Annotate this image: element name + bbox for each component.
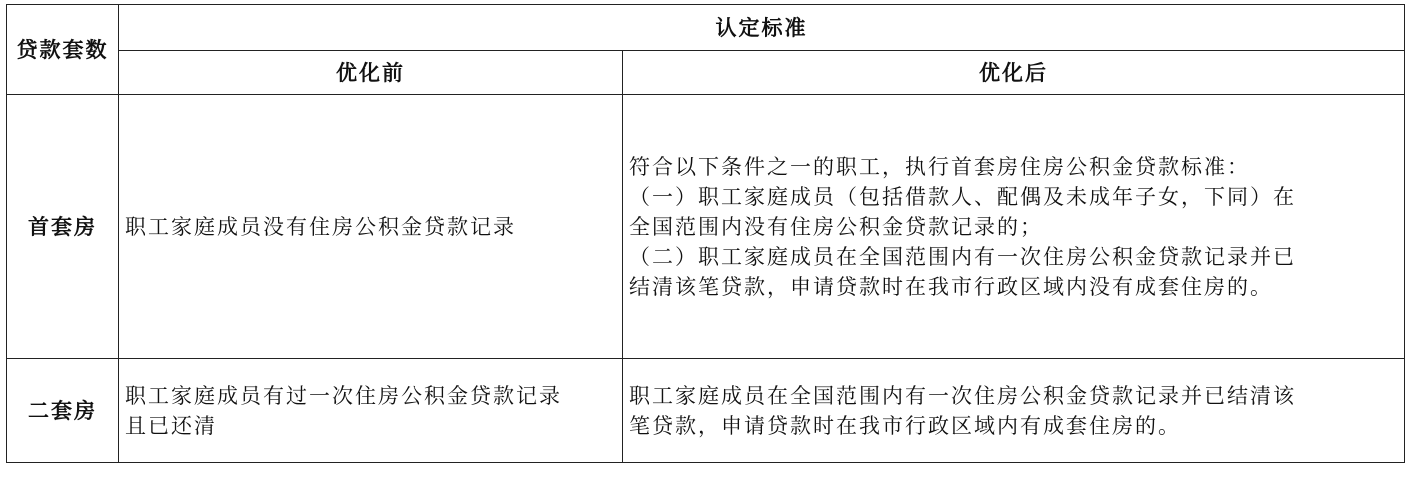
second-home-before-line-2: 且已还清 <box>125 413 217 438</box>
row-label-first-home: 首套房 <box>7 95 119 359</box>
first-home-before-cell <box>119 95 623 359</box>
second-home-after-line-2: 笔贷款，申请贷款时在我市行政区域内有成套住房的。 <box>629 413 1181 438</box>
loan-count-header: 贷款套数 <box>7 5 119 95</box>
after-optimization-header: 优化后 <box>623 51 1405 95</box>
standard-group-header: 认定标准 <box>119 5 1405 51</box>
first-home-after-line-3: 全国范围内没有住房公积金贷款记录的； <box>629 214 1043 239</box>
table-row <box>7 95 1405 359</box>
loan-standard-table <box>6 4 1405 463</box>
first-home-after-cell <box>623 95 1405 359</box>
header-row-2 <box>7 51 1405 95</box>
before-optimization-header: 优化前 <box>119 51 623 95</box>
document-page <box>6 4 1405 463</box>
first-home-after-line-5: 结清该笔贷款，申请贷款时在我市行政区域内没有成套住房的。 <box>629 274 1273 299</box>
first-home-after-line-2: （一）职工家庭成员（包括借款人、配偶及未成年子女，下同）在 <box>629 184 1296 209</box>
second-home-after-cell <box>623 359 1405 463</box>
first-home-after-line-1: 符合以下条件之一的职工，执行首套房住房公积金贷款标准： <box>629 154 1250 179</box>
first-home-after-line-4: （二）职工家庭成员在全国范围内有一次住房公积金贷款记录并已 <box>629 244 1296 269</box>
row-label-second-home: 二套房 <box>7 359 119 463</box>
table-row <box>7 359 1405 463</box>
second-home-before-cell <box>119 359 623 463</box>
second-home-after-line-1: 职工家庭成员在全国范围内有一次住房公积金贷款记录并已结清该 <box>629 383 1296 408</box>
header-row-1 <box>7 5 1405 51</box>
second-home-before-line-1: 职工家庭成员有过一次住房公积金贷款记录 <box>125 383 562 408</box>
first-home-before-line: 职工家庭成员没有住房公积金贷款记录 <box>125 214 516 239</box>
